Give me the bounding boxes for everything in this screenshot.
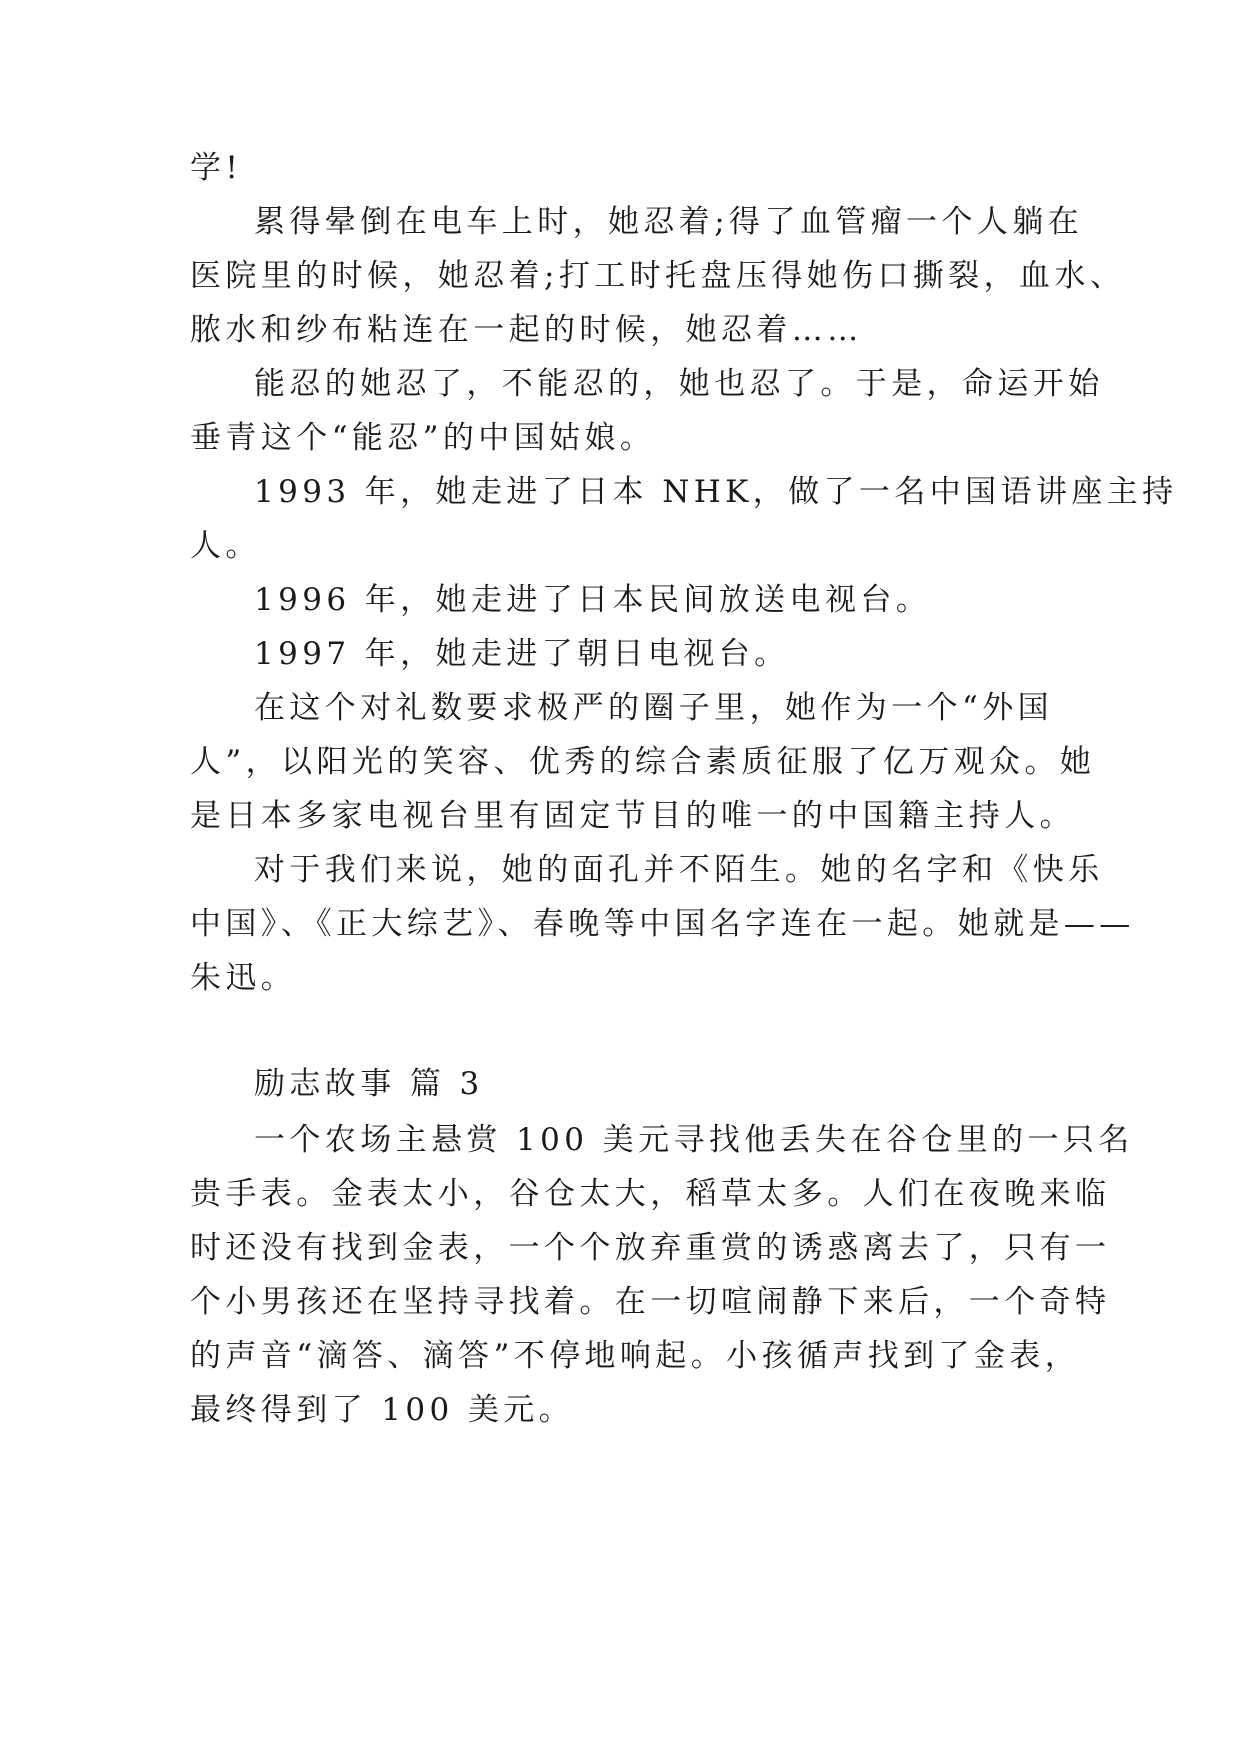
text-line: 学!	[190, 150, 243, 186]
text-line: 脓水和纱布粘连在一起的时候，她忍着……	[190, 312, 863, 348]
text-line: 一个农场主悬赏 100 美元寻找他丢失在谷仓里的一只名	[254, 1122, 1134, 1158]
text-line: 的声音“滴答、滴答”不停地响起。小孩循声找到了金表，	[190, 1338, 1081, 1374]
text-line: 对于我们来说，她的面孔并不陌生。她的名字和《快乐	[254, 852, 1104, 888]
text-line: 时还没有找到金表，一个个放弃重赏的诱惑离去了，只有一	[190, 1230, 1111, 1266]
text-line: 医院里的时候，她忍着;打工时托盘压得她伤口撕裂，血水、	[190, 258, 1126, 294]
text-line: 人”，以阳光的笑容、优秀的综合素质征服了亿万观众。她	[190, 744, 1096, 780]
text-line: 累得晕倒在电车上时，她忍着;得了血管瘤一个人躺在	[254, 204, 1084, 240]
text-line: 个小男孩还在坚持寻找着。在一切喧闹静下来后，一个奇特	[190, 1284, 1111, 1320]
text-line: 1997 年，她走进了朝日电视台。	[254, 636, 790, 672]
text-line: 是日本多家电视台里有固定节目的唯一的中国籍主持人。	[190, 798, 1075, 834]
text-line: 贵手表。金表太小，谷仓太大，稻草太多。人们在夜晚来临	[190, 1176, 1111, 1212]
text-line: 朱迅。	[190, 960, 297, 996]
text-line: 垂青这个“能忍”的中国姑娘。	[190, 420, 656, 456]
text-line: 在这个对礼数要求极严的圈子里，她作为一个“外国	[254, 690, 1054, 726]
text-line: 1996 年，她走进了日本民间放送电视台。	[254, 582, 932, 618]
text-line: 中国》、《正大综艺》、春晚等中国名字连在一起。她就是——	[190, 906, 1135, 942]
text-line: 1993 年，她走进了日本 NHK，做了一名中国语讲座主持	[254, 474, 1178, 510]
text-line: 最终得到了 100 美元。	[190, 1392, 575, 1428]
text-line: 能忍的她忍了，不能忍的，她也忍了。于是，命运开始	[254, 366, 1104, 402]
text-line: 人。	[190, 528, 261, 564]
section-heading: 励志故事 篇 3	[254, 1066, 484, 1102]
